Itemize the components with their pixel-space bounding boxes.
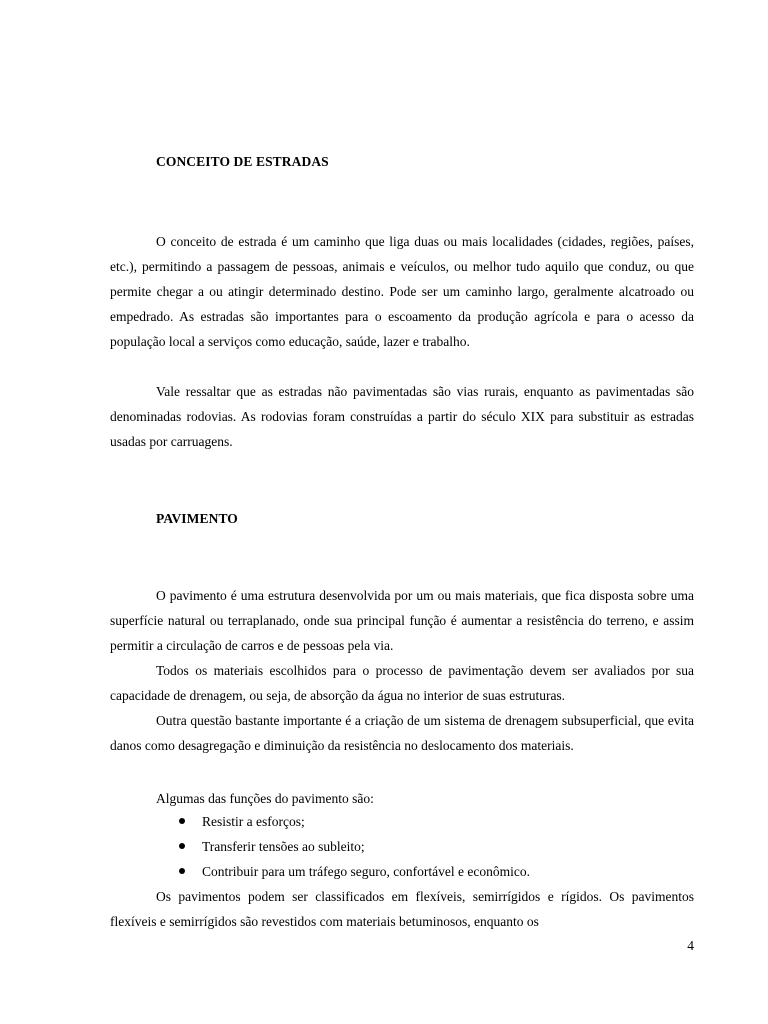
bullet-icon: [179, 868, 185, 874]
list-item-text: Contribuir para um tráfego seguro, confortável e econômico.: [202, 864, 531, 879]
list-item: [110, 834, 694, 859]
functions-list: [110, 809, 694, 884]
paragraph-pavimento-2: Todos os materiais escolhidos para o processo de pavimentação devem ser avaliados por sua capacidade de drenagem, ou seja, de absorção da água no interior de suas estruturas.: [110, 663, 694, 703]
paragraph-pavimento-4: Os pavimentos podem ser classificados em flexíveis, semirrígidos e rígidos. Os pavimentos flexíveis e semirrígidos são revestidos com materiais betuminosos, enquanto os: [110, 889, 694, 929]
bullet-icon: [179, 818, 185, 824]
paragraph-conceito-1: O conceito de estrada é um caminho que liga duas ou mais localidades (cidades, regiões, países, etc.), permitindo a passagem de pessoas, animais e veículos, ou melhor tudo aquilo que conduz, ou que permite chegar a ou atingir determinado destino. Pode ser um caminho largo, geralmente alcatroado ou empedrado. As estradas são importantes para o escoamento da produção agrícola e para o acesso da população local a serviços como educação, saúde, lazer e trabalho.: [110, 234, 694, 349]
paragraph-pavimento-1: O pavimento é uma estrutura desenvolvida por um ou mais materiais, que fica disposta sobre uma superfície natural ou terraplanado, onde sua principal função é aumentar a resistência do terreno, e assim permitir a circulação de carros e de pessoas pela via.: [110, 588, 694, 653]
list-intro: Algumas das funções do pavimento são:: [156, 791, 374, 806]
bullet-icon: [179, 843, 185, 849]
paragraph-pavimento-3: Outra questão bastante importante é a criação de um sistema de drenagem subsuperficial, que evita danos como desagregação e diminuição da resistência no deslocamento dos materiais.: [110, 713, 694, 753]
page-number: 4: [687, 938, 694, 953]
list-item: [110, 859, 694, 884]
paragraph-conceito-2: Vale ressaltar que as estradas não pavimentadas são vias rurais, enquanto as pavimentadas são denominadas rodovias. As rodovias foram construídas a partir do século XIX para substituir as estradas usadas por carruagens.: [110, 384, 694, 449]
section-title-conceito-de-estradas: CONCEITO DE ESTRADAS: [156, 154, 329, 169]
list-item-text: Transferir tensões ao subleito;: [202, 839, 365, 854]
section-title-pavimento: PAVIMENTO: [156, 511, 238, 526]
list-item: [110, 809, 694, 834]
list-item-text: Resistir a esforços;: [202, 814, 305, 829]
